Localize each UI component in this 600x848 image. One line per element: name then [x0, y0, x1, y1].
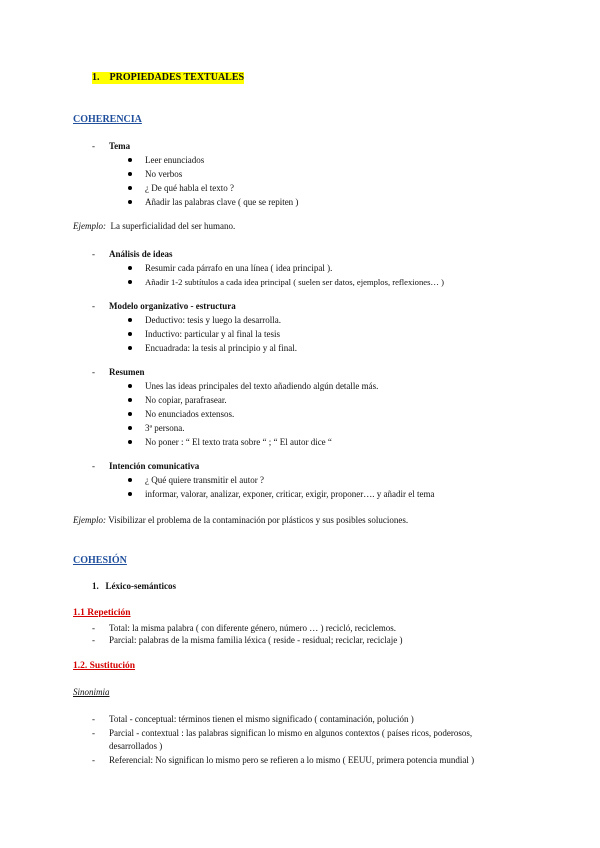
sinonimia-item: Parcial - contextual : las palabras significan lo mismo en algunos contextos ( países ricos, poderosos, — [109, 728, 473, 738]
tema-item: Añadir las palabras clave ( que se repiten ) — [145, 197, 299, 207]
sinonimia-title: Sinonimia — [73, 687, 110, 697]
resumen-item: No poner : “ El texto trata sobre “ ; “ El autor dice “ — [145, 437, 332, 447]
dash-marker: - — [92, 755, 95, 765]
bullet — [128, 412, 132, 416]
main-heading-number: 1. — [92, 72, 100, 83]
repeticion-item: Total: la misma palabra ( con diferente género, número … ) recicló, reciclemos. — [109, 623, 396, 633]
modelo-item: Inductivo: particular y al final la tesis — [145, 329, 280, 339]
bullet — [128, 172, 132, 176]
tema-item: No verbos — [145, 169, 183, 179]
main-heading — [92, 72, 244, 84]
repeticion-title: 1.1 Repetición — [73, 608, 131, 618]
resumen-item: No enunciados extensos. — [145, 409, 235, 419]
dash-marker: - — [92, 301, 95, 311]
tema-label: Tema — [109, 141, 131, 151]
dash-marker: - — [92, 367, 95, 377]
bullet — [128, 186, 132, 190]
subsection-text: Léxico-semánticos — [105, 581, 176, 591]
analisis-item: Resumir cada párrafo en una línea ( idea principal ). — [145, 263, 333, 273]
bullet — [128, 426, 132, 430]
bullet — [128, 332, 132, 336]
analisis-item: Añadir 1-2 subtítulos a cada idea principal ( suelen ser datos, ejemplos, reflexiones… ) — [145, 277, 445, 287]
dash-marker: - — [92, 141, 95, 151]
bullet — [128, 384, 132, 388]
resumen-item: No copiar, parafrasear. — [145, 395, 227, 405]
bullet — [128, 478, 132, 482]
subsection-lexico — [92, 580, 176, 592]
intencion-item: ¿ Qué quiere transmitir el autor ? — [145, 475, 264, 485]
section-title-cohesion: COHESIÓN — [73, 555, 127, 566]
section-title-coherencia: COHERENCIA — [73, 114, 142, 125]
bullet — [128, 266, 132, 270]
bullet — [128, 280, 132, 284]
bullet — [128, 492, 132, 496]
ejemplo-label: Ejemplo: — [73, 221, 106, 231]
ejemplo-line — [73, 220, 235, 232]
ejemplo-text: Visibilizar el problema de la contaminación por plásticos y sus posibles soluciones. — [108, 515, 409, 525]
ejemplo-label: Ejemplo: — [73, 515, 106, 525]
repeticion-item: Parcial: palabras de la misma familia léxica ( reside - residual; reciclar, reciclaje ) — [109, 635, 403, 645]
resumen-item: Unes las ideas principales del texto añadiendo algún detalle más. — [145, 381, 379, 391]
bullet — [128, 200, 132, 204]
bullet — [128, 398, 132, 402]
resumen-label: Resumen — [109, 367, 145, 377]
modelo-item: Encuadrada: la tesis al principio y al final. — [145, 343, 297, 353]
dash-marker: - — [92, 728, 95, 738]
bullet — [128, 440, 132, 444]
dash-marker: - — [92, 714, 95, 724]
intencion-label: Intención comunicativa — [109, 461, 200, 471]
dash-marker: - — [92, 461, 95, 471]
ejemplo-line — [73, 514, 408, 526]
modelo-label: Modelo organizativo - estructura — [109, 301, 236, 311]
bullet — [128, 158, 132, 162]
main-heading-text: PROPIEDADES TEXTUALES — [109, 72, 245, 83]
tema-item: ¿ De qué habla el texto ? — [145, 183, 234, 193]
modelo-item: Deductivo: tesis y luego la desarrolla. — [145, 315, 281, 325]
tema-item: Leer enunciados — [145, 155, 205, 165]
intencion-item: informar, valorar, analizar, exponer, criticar, exigir, proponer…. y añadir el tema — [145, 489, 435, 499]
subsection-number: 1. — [92, 581, 99, 591]
sinonimia-item: Total - conceptual: términos tienen el mismo significado ( contaminación, polución ) — [109, 714, 414, 724]
sinonimia-item: Referencial: No significan lo mismo pero se refieren a lo mismo ( EEUU, primera potencia mundial ) — [109, 755, 475, 765]
ejemplo-text: La superficialidad del ser humano. — [110, 221, 236, 231]
analisis-label: Análisis de ideas — [109, 249, 173, 259]
sustitucion-title: 1.2. Sustitución — [73, 661, 136, 671]
dash-marker: - — [92, 249, 95, 259]
bullet — [128, 346, 132, 350]
dash-marker: - — [92, 623, 95, 633]
resumen-item: 3ª persona. — [145, 423, 185, 433]
dash-marker: - — [92, 635, 95, 645]
bullet — [128, 318, 132, 322]
sinonimia-item-continued: desarrollados ) — [109, 741, 163, 751]
